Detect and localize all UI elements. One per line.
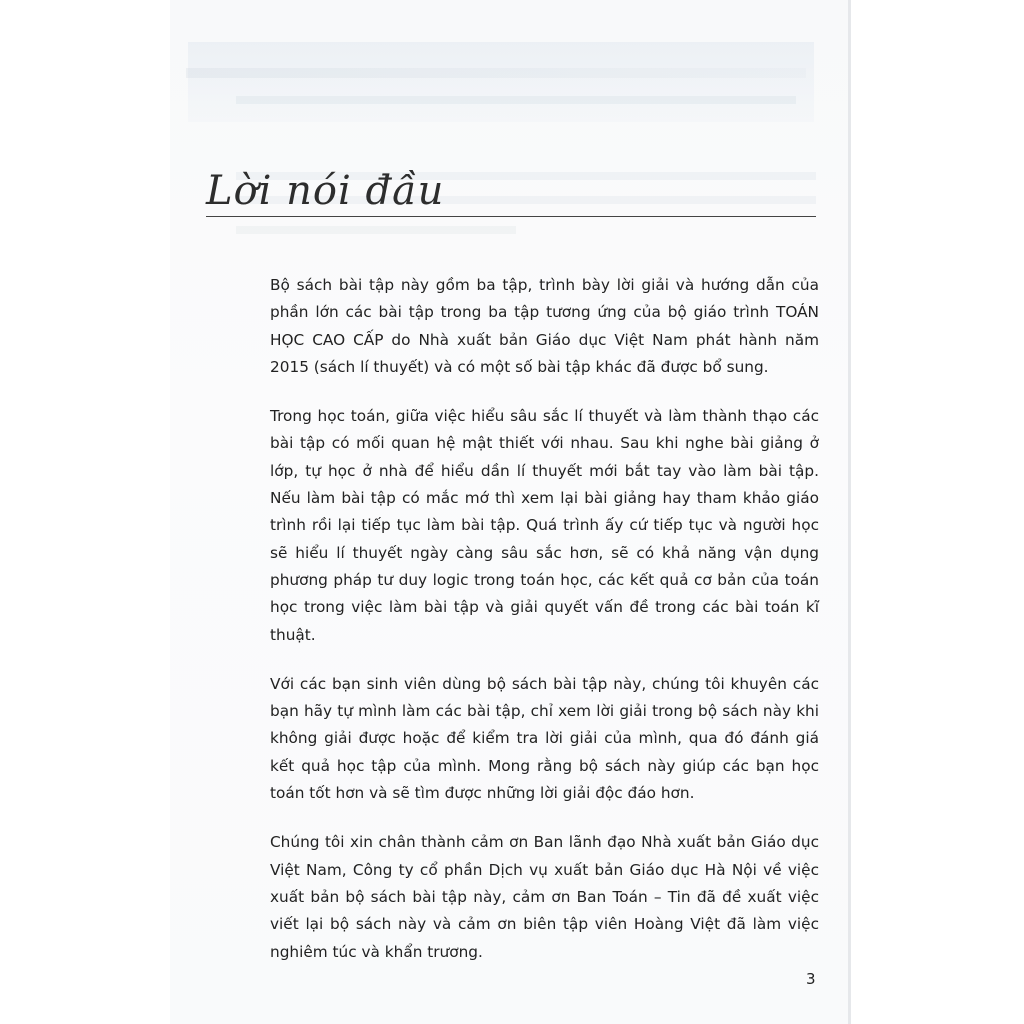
body-text: [270, 272, 819, 988]
bleed-through-box: [188, 42, 814, 122]
paragraph: Trong học toán, giữa việc hiểu sâu sắc lí thuyết và làm thành thạo các bài tập có mối quan hệ mật thiết với nhau. Sau khi nghe bài giảng ở lớp, tự học ở nhà để hiểu dần lí thuyết mới bắt tay vào làm bài tập. Nếu làm bài tập có mắc mớ thì xem lại bài giảng hay tham khảo giáo trình rồi lại tiếp tục làm bài tập. Quá trình ấy cứ tiếp tục và người học sẽ hiểu lí thuyết ngày càng sâu sắc hơn, sẽ có khả năng vận dụng phương pháp tư duy logic trong toán học, các kết quả cơ bản của toán học trong việc làm bài tập và giải quyết vấn đề trong các bài toán kĩ thuật.: [270, 407, 819, 644]
bleed-through-line: [186, 68, 806, 78]
page-edge: [848, 0, 851, 1024]
bleed-through-line: [236, 96, 796, 104]
paragraph: Với các bạn sinh viên dùng bộ sách bài tập này, chúng tôi khuyên các bạn hãy tự mình làm các bài tập, chỉ xem lời giải trong bộ sách này khi không giải được hoặc để kiểm tra lời giải của mình, qua đó đánh giá kết quả học tập của mình. Mong rằng bộ sách này giúp các bạn học toán tốt hơn và sẽ tìm được những lời giải độc đáo hơn.: [270, 674, 819, 803]
paragraph: Chúng tôi xin chân thành cảm ơn Ban lãnh đạo Nhà xuất bản Giáo dục Việt Nam, Công ty cổ phần Dịch vụ xuất bản Giáo dục Hà Nội về việc xuất bản bộ sách bài tập này, cảm ơn Ban Toán – Tin đã đề xuất việc viết lại bộ sách này và cảm ơn biên tập viên Hoàng Việt đã làm việc nghiêm túc và khẩn trương.: [270, 833, 819, 961]
bleed-through-line: [236, 226, 516, 234]
page-number: 3: [806, 970, 816, 988]
paragraph: Bộ sách bài tập này gồm ba tập, trình bày lời giải và hướng dẫn của phần lớn các bài tập trong ba tập tương ứng của bộ giáo trình TOÁN HỌC CAO CẤP do Nhà xuất bản Giáo dục Việt Nam phát hành năm 2015 (sách lí thuyết) và có một số bài tập khác đã được bổ sung.: [270, 276, 819, 376]
page-heading: Lời nói đầu: [206, 168, 445, 214]
heading-rule: [206, 216, 816, 217]
